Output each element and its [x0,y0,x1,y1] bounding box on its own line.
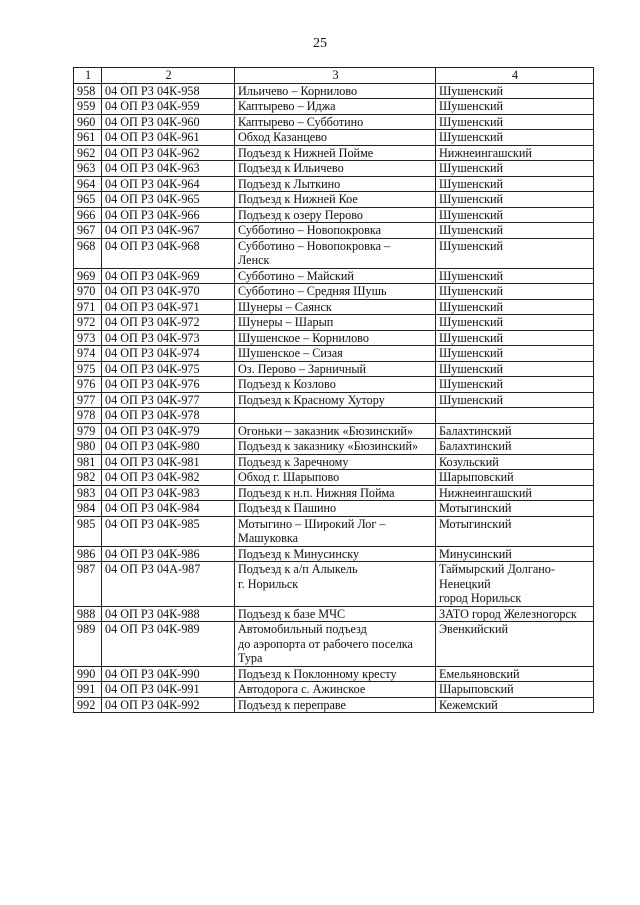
district-line: Шарыповский [439,682,514,696]
table-row [74,470,594,486]
road-id-code: 04 ОП РЗ 04К-992 [102,697,235,713]
district-line: Шушенский [439,83,504,98]
table-row [74,284,594,300]
district-name [436,516,594,546]
district-name [436,546,594,562]
district-line: ЗАТО город Железногорск [439,606,577,621]
district-name [436,697,594,713]
district-name [436,408,594,424]
road-name-line: Подъезд к базе МЧС [238,606,346,621]
table-row [74,346,594,362]
road-name [235,330,436,346]
table-row [74,114,594,130]
table-row [74,223,594,239]
district-name [436,346,594,362]
table-row [74,562,594,607]
road-name [235,470,436,486]
district-name [436,330,594,346]
road-id-code: 04 ОП РЗ 04К-975 [102,361,235,377]
road-name [235,562,436,607]
road-name-line: Шунеры – Саянск [238,299,332,314]
road-name-line: Подъезд к Ильичево [238,161,344,175]
row-number: 983 [74,485,102,501]
district-name [436,284,594,300]
row-number: 977 [74,392,102,408]
road-id-code: 04 ОП РЗ 04К-960 [102,114,235,130]
table-row [74,299,594,315]
district-name [436,562,594,607]
road-id-code: 04 ОП РЗ 04К-976 [102,377,235,393]
table-row [74,83,594,99]
road-name-line: Подъезд к Козлово [238,377,336,391]
district-line: Козульский [439,454,499,469]
row-number: 958 [74,83,102,99]
table-row [74,546,594,562]
road-name [235,114,436,130]
row-number: 988 [74,606,102,622]
table-row [74,682,594,698]
district-name [436,238,594,268]
row-number: 992 [74,697,102,713]
road-name-line: Субботино – Новопокровка – [238,238,391,253]
road-name-line: Автодорога с. Ажинское [238,682,366,696]
road-name-line: Ленск [238,253,270,267]
road-id-code: 04 ОП РЗ 04К-989 [102,622,235,667]
district-line: Шушенский [439,361,504,376]
road-name [235,161,436,177]
district-line: Нижнеингашский [439,485,532,500]
road-name [235,268,436,284]
road-name-line: Подъезд к Пашино [238,501,337,515]
row-number: 972 [74,315,102,331]
road-id-code: 04 ОП РЗ 04К-988 [102,606,235,622]
road-name-line: Машуковка [238,531,299,545]
row-number: 970 [74,284,102,300]
road-id-code: 04 ОП РЗ 04К-990 [102,666,235,682]
district-line: Шушенский [439,346,504,360]
row-number: 976 [74,377,102,393]
district-line: Балахтинский [439,439,512,453]
road-id-code: 04 ОП РЗ 04К-973 [102,330,235,346]
road-name [235,207,436,223]
row-number: 964 [74,176,102,192]
road-name [235,392,436,408]
district-name [436,299,594,315]
row-number: 975 [74,361,102,377]
row-number: 987 [74,562,102,607]
row-number: 979 [74,423,102,439]
row-number: 989 [74,622,102,667]
road-name-line: Подъезд к заказнику «Бюзинский» [238,439,419,453]
district-name [436,501,594,517]
district-line: Мотыгинский [439,501,512,515]
road-id-code: 04 ОП РЗ 04К-977 [102,392,235,408]
road-name [235,176,436,192]
district-line: Шушенский [439,284,504,298]
road-id-code: 04 ОП РЗ 04К-979 [102,423,235,439]
row-number: 961 [74,130,102,146]
road-id-code: 04 ОП РЗ 04К-986 [102,546,235,562]
row-number: 962 [74,145,102,161]
road-name-line: Подъезд к Заречному [238,454,349,469]
road-name-line: Подъезд к н.п. Нижняя Пойма [238,485,395,500]
road-name-line: Обход г. Шарыпово [238,470,340,484]
road-name [235,682,436,698]
road-id-code: 04 ОП РЗ 04К-991 [102,682,235,698]
road-name [235,83,436,99]
row-number: 963 [74,161,102,177]
table-row [74,606,594,622]
road-id-code: 04 ОП РЗ 04К-974 [102,346,235,362]
district-name [436,130,594,146]
road-id-code: 04 ОП РЗ 04К-958 [102,83,235,99]
district-name [436,439,594,455]
road-name-line: г. Норильск [238,576,299,591]
table-row [74,176,594,192]
road-name [235,423,436,439]
road-name [235,485,436,501]
district-line: Шушенский [439,315,504,329]
district-name [436,207,594,223]
road-name-line: Подъезд к а/п Алыкель [238,562,358,576]
row-number: 978 [74,408,102,424]
road-id-code: 04 ОП РЗ 04К-981 [102,454,235,470]
road-name-line [238,408,433,423]
road-name-line: Подъезд к озеру Перово [238,207,363,222]
road-name-line: Огоньки – заказник «Бюзинский» [238,423,414,438]
table-row [74,315,594,331]
district-line: Емельяновский [439,666,520,681]
road-name [235,622,436,667]
table-row [74,485,594,501]
row-number: 960 [74,114,102,130]
district-name [436,682,594,698]
district-name [436,315,594,331]
district-name [436,606,594,622]
road-name-line: Тура [238,651,263,665]
row-number: 980 [74,439,102,455]
row-number: 990 [74,666,102,682]
road-name-line: Подъезд к Поклонному кресту [238,666,397,681]
district-name [436,192,594,208]
district-name [436,423,594,439]
district-line: Шушенский [439,207,504,222]
road-name [235,666,436,682]
district-name [436,161,594,177]
road-name-line: Мотыгино – Широкий Лог – [238,516,386,531]
district-name [436,176,594,192]
road-name-line: Шушенское – Корнилово [238,330,369,345]
row-number: 974 [74,346,102,362]
road-id-code: 04 ОП РЗ 04К-984 [102,501,235,517]
row-number: 985 [74,516,102,546]
road-name-line: Подъезд к переправе [238,697,346,712]
road-name [235,439,436,455]
road-id-code: 04 ОП РЗ 04К-980 [102,439,235,455]
road-name-line: Обход Казанцево [238,130,327,144]
district-line: Шушенский [439,114,504,129]
district-line: Шушенский [439,392,504,407]
row-number: 959 [74,99,102,115]
table-row [74,99,594,115]
road-name [235,315,436,331]
road-id-code: 04 ОП РЗ 04А-987 [102,562,235,607]
road-name [235,606,436,622]
table-row [74,161,594,177]
table-row [74,392,594,408]
district-line: Шушенский [439,161,504,175]
table-row [74,666,594,682]
road-name-line: Подъезд к Нижней Кое [238,192,358,206]
road-name-line: до аэропорта от рабочего поселка [238,636,413,651]
district-line: Таймырский Долгано- [439,562,555,576]
road-name [235,192,436,208]
road-id-code: 04 ОП РЗ 04К-978 [102,408,235,424]
road-id-code: 04 ОП РЗ 04К-966 [102,207,235,223]
district-name [436,145,594,161]
road-id-code: 04 ОП РЗ 04К-959 [102,99,235,115]
table-row [74,697,594,713]
road-name-line: Каптырево – Субботино [238,114,364,129]
road-name [235,299,436,315]
table-row [74,130,594,146]
road-name [235,501,436,517]
district-name [436,99,594,115]
table-row [74,501,594,517]
district-name [436,268,594,284]
road-id-code: 04 ОП РЗ 04К-965 [102,192,235,208]
row-number: 984 [74,501,102,517]
road-name-line: Оз. Перово – Зарничный [238,361,367,376]
district-line: Шарыповский [439,470,514,484]
district-line: Шушенский [439,238,504,253]
road-id-code: 04 ОП РЗ 04К-968 [102,238,235,268]
table-row [74,145,594,161]
road-name-line: Подъезд к Нижней Пойме [238,145,374,160]
row-number: 965 [74,192,102,208]
district-name [436,454,594,470]
header-col-3: 3 [235,68,436,84]
district-line: Шушенский [439,176,504,191]
district-line: Шушенский [439,223,504,237]
road-id-code: 04 ОП РЗ 04К-983 [102,485,235,501]
road-id-code: 04 ОП РЗ 04К-969 [102,268,235,284]
table-row [74,377,594,393]
table-row [74,439,594,455]
row-number: 966 [74,207,102,223]
road-name-line: Субботино – Новопокровка [238,223,382,237]
district-name [436,114,594,130]
road-name [235,145,436,161]
road-name [235,516,436,546]
road-name-line: Каптырево – Иджа [238,99,336,113]
table-body [74,83,594,713]
district-line: Эвенкийский [439,622,509,636]
road-id-code: 04 ОП РЗ 04К-967 [102,223,235,239]
table-row [74,454,594,470]
road-id-code: 04 ОП РЗ 04К-972 [102,315,235,331]
district-line: Балахтинский [439,423,512,438]
district-line [439,408,591,423]
road-name [235,238,436,268]
row-number: 986 [74,546,102,562]
district-line: Шушенский [439,330,504,345]
row-number: 969 [74,268,102,284]
row-number: 973 [74,330,102,346]
district-name [436,666,594,682]
road-name-line: Шунеры – Шарып [238,315,334,329]
road-name [235,361,436,377]
road-name [235,99,436,115]
road-name-line: Подъезд к Красному Хутору [238,392,385,407]
district-name [436,83,594,99]
road-name [235,408,436,424]
road-name [235,346,436,362]
row-number: 967 [74,223,102,239]
road-name-line: Подъезд к Лыткино [238,176,341,191]
district-name [436,470,594,486]
district-name [436,361,594,377]
district-line: Шушенский [439,192,504,206]
road-name [235,454,436,470]
road-registry-table [73,67,594,713]
road-name-line: Субботино – Майский [238,268,354,283]
district-line: Шушенский [439,377,504,391]
table-row [74,238,594,268]
row-number: 968 [74,238,102,268]
district-line: Минусинский [439,546,512,561]
district-line: Шушенский [439,99,504,113]
header-col-1: 1 [74,68,102,84]
road-id-code: 04 ОП РЗ 04К-962 [102,145,235,161]
district-line: Шушенский [439,130,504,144]
table-header [74,68,594,84]
table-row [74,408,594,424]
table-row [74,423,594,439]
header-col-4: 4 [436,68,594,84]
header-col-2: 2 [102,68,235,84]
table-row [74,330,594,346]
road-name-line: Автомобильный подъезд [238,622,367,636]
table-row [74,268,594,284]
district-name [436,622,594,667]
district-name [436,223,594,239]
district-line: Ненецкий [439,576,491,591]
road-id-code: 04 ОП РЗ 04К-963 [102,161,235,177]
row-number: 971 [74,299,102,315]
table-row [74,361,594,377]
road-id-code: 04 ОП РЗ 04К-970 [102,284,235,300]
table-row [74,192,594,208]
road-name [235,377,436,393]
district-line: Шушенский [439,268,504,283]
district-line: Мотыгинский [439,516,512,531]
road-name [235,546,436,562]
table-row [74,207,594,223]
page-number: 25 [313,36,327,51]
road-id-code: 04 ОП РЗ 04К-982 [102,470,235,486]
district-line: Кежемский [439,697,498,712]
road-id-code: 04 ОП РЗ 04К-961 [102,130,235,146]
road-name-line: Субботино – Средняя Шушь [238,284,387,298]
road-id-code: 04 ОП РЗ 04К-964 [102,176,235,192]
district-name [436,377,594,393]
road-name-line [238,591,433,606]
row-number: 981 [74,454,102,470]
row-number: 982 [74,470,102,486]
road-name [235,130,436,146]
road-name-line: Ильичево – Корнилово [238,83,358,98]
district-line: город Норильск [439,591,522,605]
district-line: Нижнеингашский [439,145,532,160]
district-name [436,485,594,501]
district-name [436,392,594,408]
road-name [235,284,436,300]
road-name-line: Подъезд к Минусинску [238,546,360,561]
road-name-line: Шушенское – Сизая [238,346,343,360]
road-name [235,223,436,239]
district-line: Шушенский [439,299,504,314]
table-row [74,516,594,546]
road-id-code: 04 ОП РЗ 04К-971 [102,299,235,315]
table-row [74,622,594,667]
row-number: 991 [74,682,102,698]
road-id-code: 04 ОП РЗ 04К-985 [102,516,235,546]
road-name [235,697,436,713]
